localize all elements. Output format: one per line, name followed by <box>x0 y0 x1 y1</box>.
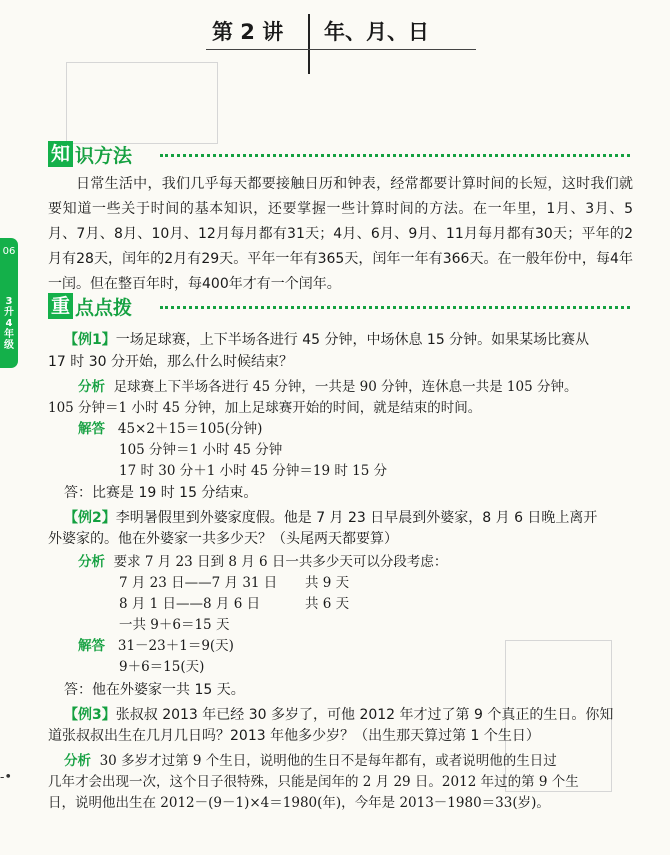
analysis-tag: 分析 <box>78 379 105 395</box>
section-badge: 知 <box>48 141 73 167</box>
section-heading-method <box>48 141 132 167</box>
lecture-number: 第 2 讲 <box>212 20 284 44</box>
example-2-question-cont: 外婆家的。他在外婆家一共多少天？（头尾两天都要算） <box>48 531 398 547</box>
analysis-tag: 分析 <box>78 554 105 570</box>
example-1-step: 105 分钟＝1 小时 45 分钟 <box>119 442 283 458</box>
example-1-answer: 答：比赛是 19 时 15 分结束。 <box>64 485 258 501</box>
section-dotted-rule <box>160 306 630 309</box>
example-tag: 【例3】 <box>64 707 116 723</box>
range-row: 7 月 23 日——7 月 31 日 <box>119 575 278 591</box>
page-title: 年、月、日 <box>324 20 429 44</box>
example-tag: 【例2】 <box>64 510 116 526</box>
title-divider <box>308 14 310 74</box>
method-paragraph: 日常生活中，我们几乎每天都要接触日历和钟表，经常都要计算时间的长短，这时我们就要知道一些关于时间的基本知识，还要掌握一些计算时间的方法。在一年里，1月、3月、5月、7月、8月、10月、12月每月都有31天；4月、6月、9月、11月每月都有30天；平年的2月有28天，闰年的2月有29天。平年一年有365天，闰年一年有366天。在一般年份中，每4年一闰。但在整百年时，每400年才有一个闰年。 <box>48 176 633 292</box>
example-3-analysis: 分析 30 多岁才过第 9 个生日，说明他的生日不是每年都有，或者说明他的生日过 <box>64 753 557 769</box>
solution-tag: 解答 <box>78 638 105 654</box>
title-underline <box>206 49 476 50</box>
example-1-analysis: 分析 足球赛上下半场各进行 45 分钟，一共是 90 分钟，连休息一共是 105 分钟。 <box>78 379 578 395</box>
margin-mark: -• <box>0 770 13 785</box>
example-2-step: 9＋6＝15(天) <box>119 659 205 675</box>
example-tag: 【例1】 <box>64 332 116 348</box>
analysis-tag: 分析 <box>64 753 91 769</box>
range-row: 8 月 1 日——8 月 6 日 <box>119 596 261 612</box>
example-3-question-cont: 道张叔叔出生在几月几日吗？2013 年他多少岁？（出生那天算过第 1 个生日） <box>48 728 540 744</box>
example-2-analysis: 分析 要求 7 月 23 日到 8 月 6 日一共多少天可以分段考虑： <box>78 554 448 570</box>
ghost-box <box>66 62 218 144</box>
example-1-question-cont: 17 时 30 分开始，那么什么时候结束？ <box>48 354 293 370</box>
example-3-question: 【例3】张叔叔 2013 年已经 30 多岁了，可他 2012 年才过了第 9 个真正的生日。你知 <box>64 707 614 723</box>
section-dotted-rule <box>160 154 630 157</box>
section-heading-tips <box>48 293 132 319</box>
example-2-answer: 答：他在外婆家一共 15 天。 <box>64 682 245 698</box>
range-total: 共 9 天 <box>305 575 350 591</box>
example-3-analysis-cont: 几年才会出现一次，这个日子很特殊，只能是闰年的 2 月 29 日。2012 年过的第 9 个生 <box>48 774 579 790</box>
range-total: 共 6 天 <box>305 596 350 612</box>
example-1-analysis-cont: 105 分钟＝1 小时 45 分钟，加上足球赛开始的时间，就是结束的时间。 <box>48 400 482 416</box>
section-badge: 重 <box>48 293 73 319</box>
example-1-solution: 解答 45×2＋15＝105(分钟) <box>78 421 263 437</box>
page-number: 06 <box>2 246 16 257</box>
solution-tag: 解答 <box>78 421 105 437</box>
example-1-step: 17 时 30 分＋1 小时 45 分钟＝19 时 15 分 <box>119 463 388 479</box>
example-3-analysis-cont: 日，说明他出生在 2012－(9－1)×4＝1980(年)，今年是 2013－1980＝33(岁)。 <box>48 795 550 811</box>
example-2-question: 【例2】李明暑假里到外婆家度假。他是 7 月 23 日早晨到外婆家，8 月 6 日晚上离开 <box>64 510 598 526</box>
example-1-question: 【例1】一场足球赛，上下半场各进行 45 分钟，中场休息 15 分钟。如果某场比赛从 <box>64 332 590 348</box>
range-sum: 一共 9＋6＝15 天 <box>119 617 230 633</box>
example-2-solution: 解答 31－23＋1＝9(天) <box>78 638 234 654</box>
section-heading-text: 点点拨 <box>75 296 133 319</box>
grade-label: 3升4年级 <box>4 296 14 351</box>
section-heading-text: 识方法 <box>75 144 133 167</box>
